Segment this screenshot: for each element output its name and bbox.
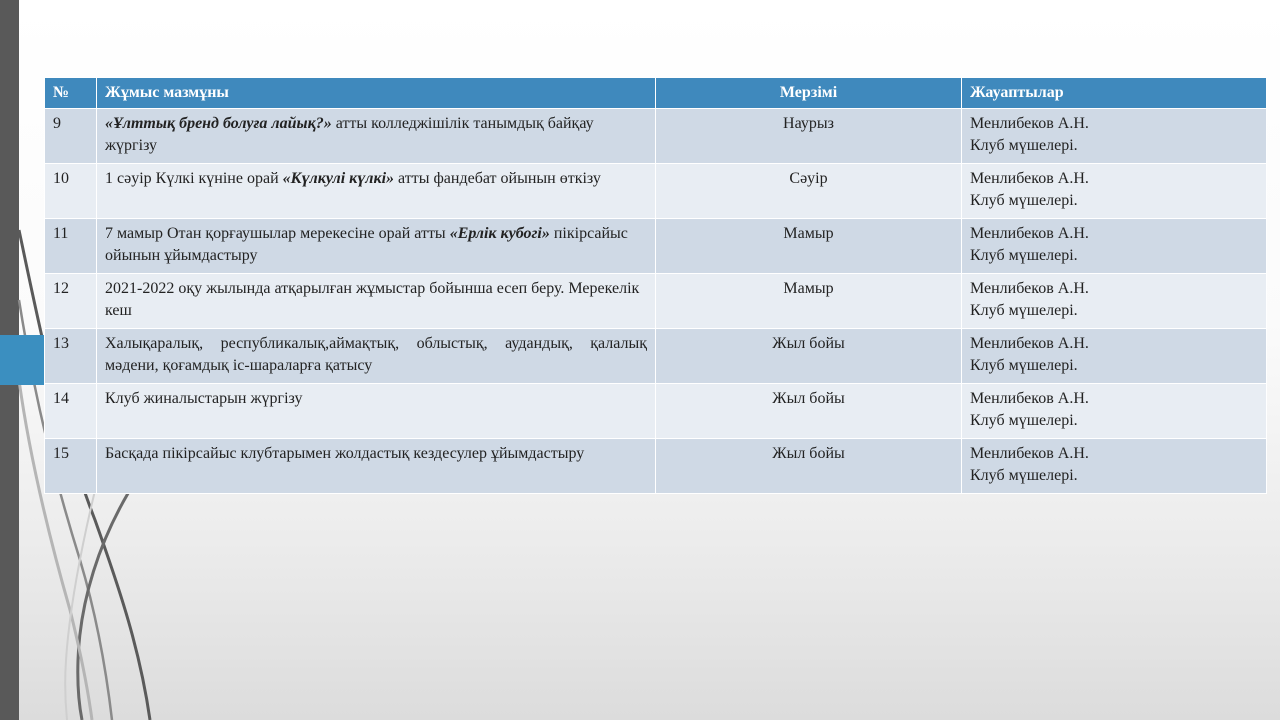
content-text: атты колледжішілік танымдық байқау жүргізу [105, 115, 594, 154]
responsible-group: Клуб мүшелері. [970, 357, 1078, 374]
row-responsible [962, 219, 1267, 274]
row-responsible [962, 109, 1267, 164]
table-row [45, 109, 1267, 164]
row-number: 15 [45, 439, 97, 494]
row-number: 13 [45, 329, 97, 384]
row-responsible [962, 329, 1267, 384]
responsible-person: Менлибеков А.Н. [970, 280, 1089, 297]
responsible-person: Менлибеков А.Н. [970, 115, 1089, 132]
row-responsible [962, 164, 1267, 219]
content-text: атты фандебат ойынын өткізу [394, 170, 601, 187]
accent-square [0, 335, 44, 385]
header-content: Жұмыс мазмұны [97, 78, 656, 109]
responsible-group: Клуб мүшелері. [970, 412, 1078, 429]
responsible-group: Клуб мүшелері. [970, 137, 1078, 154]
row-responsible [962, 439, 1267, 494]
plan-table [44, 77, 1267, 494]
row-term: Сәуір [656, 164, 962, 219]
content-text: 7 мамыр Отан қорғаушылар мерекесіне орай атты [105, 225, 450, 242]
table-row [45, 329, 1267, 384]
header-number: № [45, 78, 97, 109]
responsible-person: Менлибеков А.Н. [970, 225, 1089, 242]
responsible-group: Клуб мүшелері. [970, 302, 1078, 319]
responsible-group: Клуб мүшелері. [970, 467, 1078, 484]
row-content: Басқада пікірсайыс клубтарымен жолдастық кездесулер ұйымдастыру [97, 439, 656, 494]
row-content: Халықаралық, республикалық,аймақтық, облыстық, аудандық, қалалық мәдени, қоғамдық іс-шараларға қатысу [97, 329, 656, 384]
row-term: Жыл бойы [656, 439, 962, 494]
table-row [45, 274, 1267, 329]
row-number: 12 [45, 274, 97, 329]
responsible-person: Менлибеков А.Н. [970, 335, 1089, 352]
row-content: 2021-2022 оқу жылында атқарылған жұмыстар бойынша есеп беру. Мерекелік кеш [97, 274, 656, 329]
row-term: Жыл бойы [656, 329, 962, 384]
table-row [45, 384, 1267, 439]
table-header-row [45, 78, 1267, 109]
event-title: «Ерлік кубогі» [449, 225, 550, 242]
table-row [45, 219, 1267, 274]
row-content [97, 219, 656, 274]
row-number: 14 [45, 384, 97, 439]
event-title: «Күлкулі күлкі» [282, 170, 395, 187]
row-term: Мамыр [656, 219, 962, 274]
row-number: 10 [45, 164, 97, 219]
event-title: «Ұлттық бренд болуға лайық?» [105, 115, 332, 132]
table-row [45, 164, 1267, 219]
content-text: 1 сәуір Күлкі күніне орай [105, 170, 283, 187]
responsible-group: Клуб мүшелері. [970, 192, 1078, 209]
row-term: Мамыр [656, 274, 962, 329]
responsible-person: Менлибеков А.Н. [970, 390, 1089, 407]
row-number: 11 [45, 219, 97, 274]
row-content: Клуб жиналыстарын жүргізу [97, 384, 656, 439]
header-term: Мерзімі [656, 78, 962, 109]
plan-table-container [44, 77, 1266, 494]
row-responsible [962, 274, 1267, 329]
table-row [45, 439, 1267, 494]
header-responsible: Жауаптылар [962, 78, 1267, 109]
responsible-group: Клуб мүшелері. [970, 247, 1078, 264]
content-text: пікірсайыс ойынын ұйымдастыру [105, 225, 628, 264]
row-responsible [962, 384, 1267, 439]
row-content [97, 164, 656, 219]
row-content [97, 109, 656, 164]
row-number: 9 [45, 109, 97, 164]
row-term: Наурыз [656, 109, 962, 164]
responsible-person: Менлибеков А.Н. [970, 170, 1089, 187]
row-term: Жыл бойы [656, 384, 962, 439]
responsible-person: Менлибеков А.Н. [970, 445, 1089, 462]
